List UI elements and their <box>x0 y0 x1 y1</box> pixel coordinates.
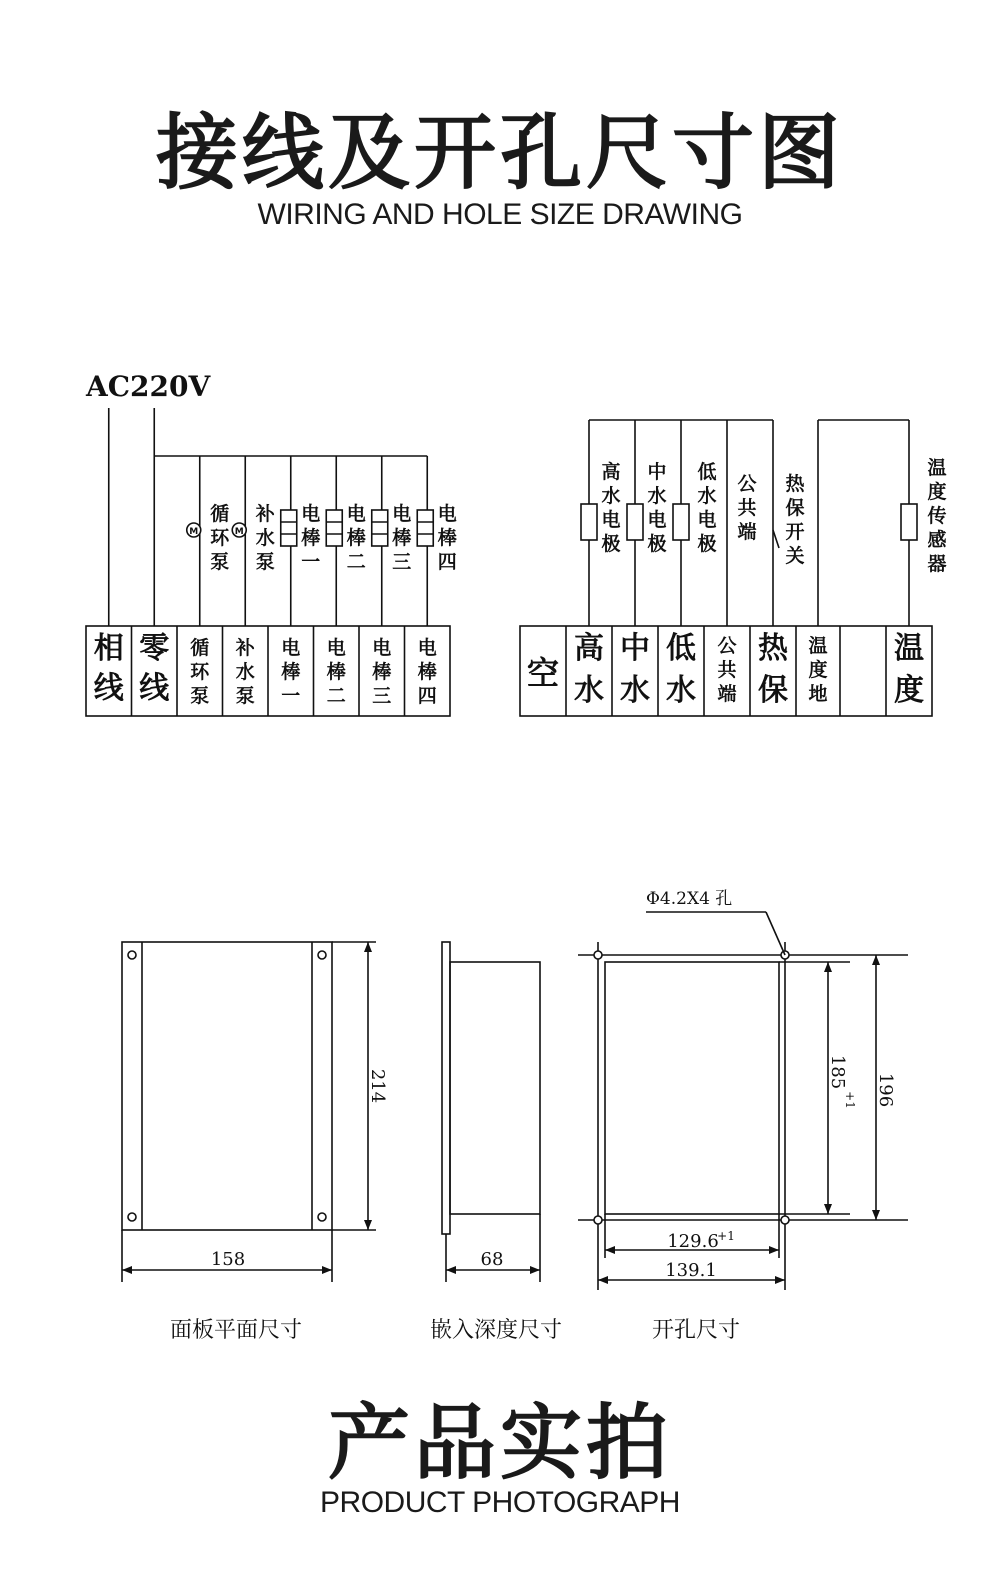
svg-text:度: 度 <box>927 481 947 503</box>
svg-text:电: 电 <box>326 637 346 659</box>
terminal-label <box>666 631 696 708</box>
wiring-title: 接线及开孔尺寸图 <box>155 106 844 201</box>
svg-text:泵: 泵 <box>255 551 275 573</box>
svg-text:保: 保 <box>785 497 805 519</box>
right-wiring-diagram <box>520 420 947 716</box>
svg-text:补: 补 <box>235 637 255 659</box>
wiring-title-en: WIRING AND HOLE SIZE DRAWING <box>257 198 743 231</box>
fixing-hole <box>781 1216 789 1224</box>
load-label <box>300 502 320 573</box>
svg-text:棒: 棒 <box>281 661 301 683</box>
svg-text:度: 度 <box>808 659 828 681</box>
load-label <box>437 502 457 573</box>
arrow-head <box>530 1266 540 1274</box>
svg-text:二: 二 <box>346 551 366 573</box>
cutout-outline <box>605 962 779 1214</box>
svg-text:水: 水 <box>255 527 275 549</box>
cutout-inner-width-tolerance: +1 <box>717 1229 735 1243</box>
svg-text:泵: 泵 <box>190 685 210 707</box>
probe-label <box>926 457 946 575</box>
svg-text:水: 水 <box>574 673 604 708</box>
svg-text:低: 低 <box>697 461 717 483</box>
svg-text:补: 补 <box>255 503 275 525</box>
load-label <box>255 502 275 573</box>
terminal-label <box>717 635 737 705</box>
svg-text:地: 地 <box>808 683 828 705</box>
svg-text:M: M <box>234 527 244 537</box>
svg-text:温: 温 <box>894 631 924 666</box>
thermal-switch-symbol <box>773 530 779 548</box>
load-label <box>391 502 411 573</box>
svg-text:电: 电 <box>601 509 621 531</box>
svg-text:电: 电 <box>697 509 717 531</box>
svg-text:端: 端 <box>717 683 737 705</box>
arrow-head <box>598 1276 608 1284</box>
arrow-head <box>446 1266 456 1274</box>
depth-caption: 嵌入深度尺寸 <box>429 1318 563 1343</box>
svg-text:极: 极 <box>647 533 667 555</box>
svg-text:热: 热 <box>758 631 788 666</box>
cutout-inner-height-tolerance: +1 <box>843 1091 857 1109</box>
arrow-head <box>775 1276 785 1284</box>
svg-text:电: 电 <box>346 503 366 525</box>
svg-text:共: 共 <box>737 497 757 519</box>
svg-text:泵: 泵 <box>210 551 230 573</box>
svg-text:三: 三 <box>372 685 392 707</box>
svg-text:电: 电 <box>281 637 301 659</box>
svg-text:水: 水 <box>697 485 717 507</box>
arrow-head <box>872 1210 880 1220</box>
arrow-head <box>122 1266 132 1274</box>
svg-text:极: 极 <box>601 533 621 555</box>
svg-text:水: 水 <box>666 673 696 708</box>
svg-text:热: 热 <box>785 473 805 495</box>
heater-symbol <box>417 510 433 546</box>
svg-text:开: 开 <box>785 521 805 543</box>
body-side <box>450 962 540 1214</box>
svg-text:共: 共 <box>717 659 737 681</box>
svg-text:电: 电 <box>647 509 667 531</box>
svg-text:感: 感 <box>927 529 947 551</box>
svg-text:电: 电 <box>372 637 392 659</box>
svg-text:相: 相 <box>93 631 124 666</box>
probe-label <box>647 460 666 555</box>
electrode-symbol <box>673 504 689 540</box>
terminal-label <box>94 631 125 706</box>
svg-text:电: 电 <box>417 637 437 659</box>
arrow-head <box>322 1266 332 1274</box>
svg-text:线: 线 <box>139 671 170 706</box>
leader-line <box>766 912 785 955</box>
arrow-head <box>769 1246 779 1254</box>
svg-text:器: 器 <box>927 553 947 575</box>
svg-text:棒: 棒 <box>417 661 437 683</box>
terminal-label <box>894 631 924 708</box>
load-label <box>210 502 230 573</box>
panel-caption: 面板平面尺寸 <box>169 1318 303 1343</box>
terminal-label <box>417 636 437 707</box>
cutout-outer-height-value: 196 <box>875 1072 896 1108</box>
terminal-label <box>371 636 391 707</box>
depth-value: 68 <box>480 1249 504 1270</box>
electrode-symbol <box>581 504 597 540</box>
dimension-drawings <box>122 889 908 1343</box>
pump-motor-symbol <box>187 523 201 537</box>
svg-text:棒: 棒 <box>372 661 392 683</box>
photo-title-en: PRODUCT PHOTOGRAPH <box>320 1486 680 1519</box>
svg-text:电: 电 <box>437 503 457 525</box>
svg-text:四: 四 <box>437 551 457 573</box>
svg-text:棒: 棒 <box>346 527 366 549</box>
svg-text:三: 三 <box>392 551 412 573</box>
svg-text:线: 线 <box>93 671 124 706</box>
cutout-outer-width-value: 139.1 <box>665 1260 717 1281</box>
svg-text:保: 保 <box>758 673 788 708</box>
bezel-side <box>442 942 450 1234</box>
svg-text:中: 中 <box>647 461 667 483</box>
panel-width-value: 158 <box>210 1249 246 1270</box>
terminal-label <box>527 654 559 692</box>
temperature-sensor-symbol <box>901 504 917 540</box>
heater-symbol <box>326 510 342 546</box>
cutout-inner-width-value: 129.6 <box>667 1231 719 1252</box>
hole-note: Φ4.2X4 孔 <box>646 889 733 909</box>
svg-text:棒: 棒 <box>437 527 457 549</box>
probe-label <box>737 473 757 543</box>
svg-text:温: 温 <box>927 457 947 479</box>
svg-text:端: 端 <box>737 521 757 543</box>
svg-text:棒: 棒 <box>301 527 321 549</box>
photo-title: 产品实拍 <box>327 1396 672 1491</box>
svg-text:中: 中 <box>620 631 650 666</box>
svg-text:水: 水 <box>235 661 255 683</box>
arrow-head <box>605 1246 615 1254</box>
terminal-label <box>620 631 650 708</box>
heater-symbol <box>372 510 388 546</box>
svg-text:水: 水 <box>601 485 621 507</box>
terminal-label <box>808 635 827 705</box>
supply-label: AC220V <box>86 370 211 403</box>
svg-text:四: 四 <box>417 685 437 707</box>
terminal-label <box>190 636 210 707</box>
svg-text:二: 二 <box>326 685 346 707</box>
arrow-head <box>824 962 832 972</box>
svg-text:水: 水 <box>647 485 667 507</box>
svg-text:泵: 泵 <box>235 685 255 707</box>
left-wiring-diagram <box>85 370 457 716</box>
arrow-head <box>824 1204 832 1214</box>
svg-text:温: 温 <box>808 635 828 657</box>
svg-text:公: 公 <box>737 473 757 495</box>
svg-text:高: 高 <box>601 461 621 483</box>
svg-text:水: 水 <box>620 673 650 708</box>
svg-text:关: 关 <box>785 545 805 567</box>
terminal-label <box>280 636 300 707</box>
svg-text:环: 环 <box>190 661 210 683</box>
svg-text:M: M <box>189 527 199 537</box>
svg-text:度: 度 <box>894 673 924 708</box>
svg-text:环: 环 <box>210 527 230 549</box>
terminal-label <box>574 631 604 708</box>
load-label <box>346 502 366 573</box>
probe-label <box>785 472 805 567</box>
svg-text:棒: 棒 <box>392 527 412 549</box>
fixing-hole <box>594 1216 602 1224</box>
pump-motor-symbol <box>232 523 246 537</box>
terminal-label <box>326 636 346 707</box>
cutout-inner-height-value: 185 <box>827 1054 848 1090</box>
terminal-label <box>139 631 170 706</box>
svg-text:棒: 棒 <box>326 661 346 683</box>
terminal-label <box>758 631 789 708</box>
svg-text:空: 空 <box>526 654 560 692</box>
svg-text:电: 电 <box>392 503 412 525</box>
svg-text:电: 电 <box>301 503 321 525</box>
mount-hole <box>128 951 136 959</box>
arrow-head <box>364 942 372 952</box>
fixing-hole <box>594 951 602 959</box>
svg-text:一: 一 <box>301 551 321 573</box>
svg-text:零: 零 <box>139 631 170 666</box>
svg-text:高: 高 <box>574 631 604 666</box>
svg-text:极: 极 <box>697 533 717 555</box>
svg-text:循: 循 <box>190 637 210 659</box>
mount-hole <box>128 1213 136 1221</box>
panel-height-value: 214 <box>367 1068 388 1104</box>
svg-text:低: 低 <box>666 631 696 666</box>
arrow-head <box>872 955 880 965</box>
electrode-symbol <box>627 504 643 540</box>
mount-hole <box>318 1213 326 1221</box>
svg-text:传: 传 <box>927 505 947 527</box>
svg-text:一: 一 <box>281 685 301 707</box>
svg-text:循: 循 <box>210 503 230 525</box>
panel-outline <box>122 942 332 1230</box>
svg-text:公: 公 <box>717 635 737 657</box>
cutout-caption: 开孔尺寸 <box>651 1318 741 1343</box>
mount-hole <box>318 951 326 959</box>
terminal-label <box>235 636 255 707</box>
probe-label <box>697 460 716 555</box>
probe-label <box>601 460 620 555</box>
arrow-head <box>364 1220 372 1230</box>
heater-symbol <box>281 510 297 546</box>
